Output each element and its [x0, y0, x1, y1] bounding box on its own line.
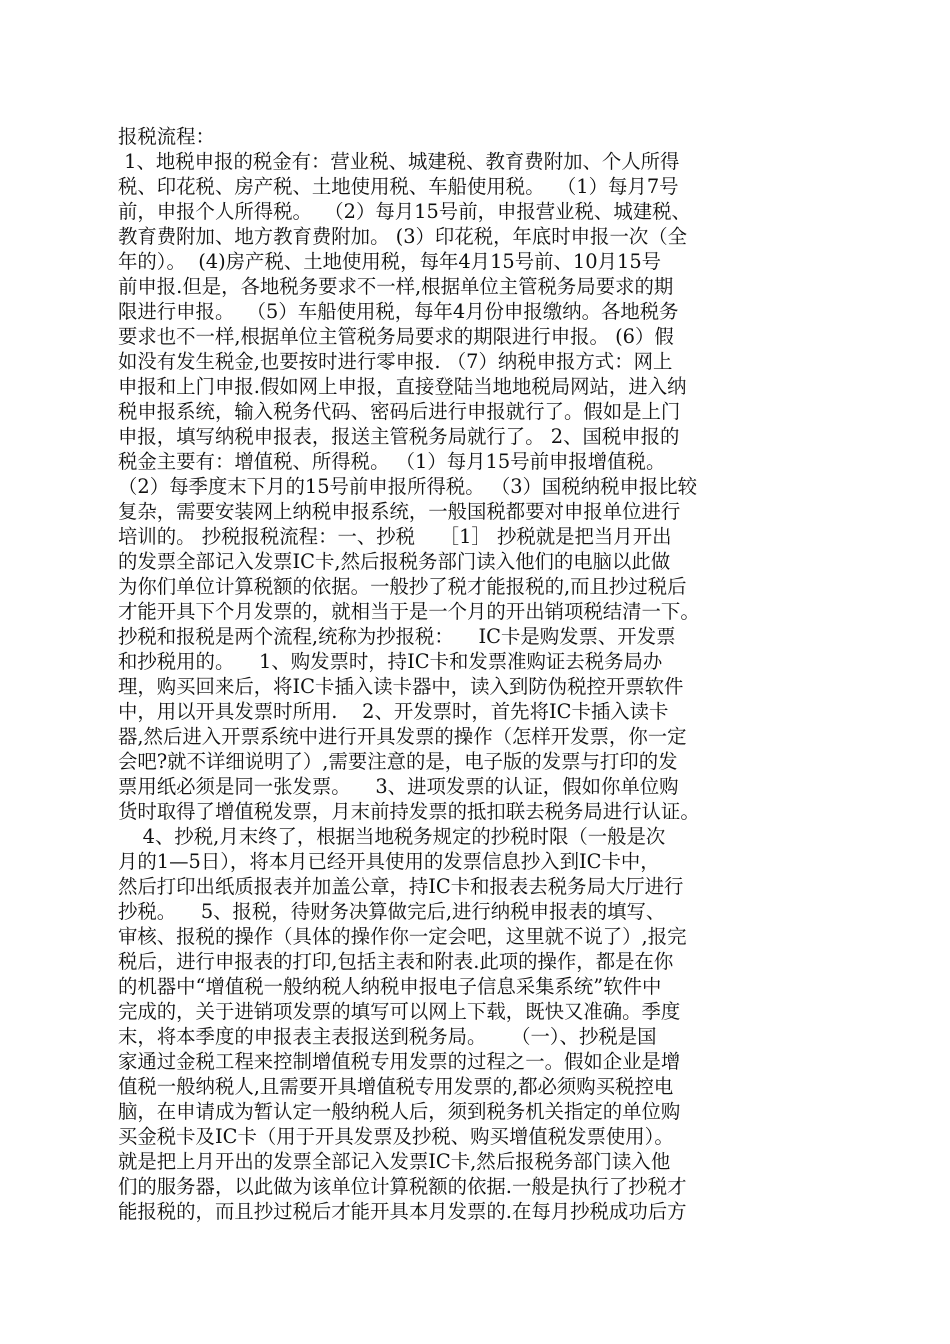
- text-line: 然后打印出纸质报表并加盖公章，持IC卡和报表去税务局大厅进行: [118, 875, 684, 898]
- text-line: 完成的，关于进销项发票的填写可以网上下载，既快又准确。季度: [118, 1000, 681, 1023]
- text-line: 税申报系统，输入税务代码、密码后进行申报就行了。假如是上门: [118, 400, 681, 423]
- text-line: 申报和上门申报.假如网上申报，直接登陆当地地税局网站，进入纳: [118, 375, 687, 398]
- text-line: 前申报.但是，各地税务要求不一样,根据单位主管税务局要求的期: [118, 275, 674, 298]
- text-line: 中，用以开具发票时所用. 2、开发票时，首先将IC卡插入读卡: [118, 700, 669, 723]
- text-line: 税、印花税、房产税、土地使用税、车船使用税。 （1）每月7号: [118, 175, 679, 198]
- text-line: 税金主要有：增值税、所得税。 （1）每月15号前申报增值税。: [118, 450, 666, 473]
- text-line: 申报，填写纳税申报表，报送主管税务局就行了。 2、国税申报的: [118, 425, 680, 448]
- text-line: 脑，在申请成为暂认定一般纳税人后，须到税务机关指定的单位购: [118, 1100, 681, 1123]
- text-line: 才能开具下个月发票的，就相当于是一个月的开出销项税结清一下。: [118, 600, 700, 623]
- text-line: 年的）。 (4)房产税、土地使用税，每年4月15号前、10月15号: [118, 250, 662, 273]
- text-line: 教育费附加、地方教育费附加。 (3）印花税，年底时申报一次（全: [118, 225, 688, 248]
- text-line: 理，购买回来后，将IC卡插入读卡器中，读入到防伪税控开票软件: [118, 675, 684, 698]
- text-line: 会吧?就不详细说明了）,需要注意的是，电子版的发票与打印的发: [118, 750, 678, 773]
- text-line: 如没有发生税金,也要按时进行零申报. （7）纳税申报方式：网上: [118, 350, 673, 373]
- text-line: 培训的。 抄税报税流程：一、抄税 ［1］ 抄税就是把当月开出: [118, 525, 672, 548]
- text-line: 家通过金税工程来控制增值税专用发票的过程之一。假如企业是增: [118, 1050, 681, 1073]
- document-title: 报税流程：: [118, 125, 215, 148]
- text-line: 抄税和报税是两个流程,统称为抄报税： IC卡是购发票、开发票: [118, 625, 676, 648]
- text-line: 月的1—5日），将本月已经开具使用的发票信息抄入到IC卡中，: [118, 850, 660, 873]
- text-line: 买金税卡及IC卡（用于开具发票及抄税、购买增值税发票使用）。: [118, 1125, 674, 1148]
- text-line: 审核、报税的操作（具体的操作你一定会吧，这里就不说了）,报完: [118, 925, 687, 948]
- text-line: 抄税。 5、报税，待财务决算做完后,进行纳税申报表的填写、: [118, 900, 666, 923]
- text-line: 值税一般纳税人,且需要开具增值税专用发票的,都必须购买税控电: [118, 1075, 674, 1098]
- text-line: 货时取得了增值税发票，月末前持发票的抵扣联去税务局进行认证。: [118, 800, 700, 823]
- text-line: （2）每季度末下月的15号前申报所得税。 （3）国税纳税申报比较: [118, 475, 698, 498]
- text-line: 末，将本季度的申报表主表报送到税务局。 （一）、抄税是国: [118, 1025, 657, 1048]
- text-line: 票用纸必须是同一张发票。 3、进项发票的认证，假如你单位购: [118, 775, 679, 798]
- text-line: 限进行申报。 （5）车船使用税，每年4月份申报缴纳。各地税务: [118, 300, 679, 323]
- text-line: 复杂，需要安装网上纳税申报系统，一般国税都要对申报单位进行: [118, 500, 681, 523]
- text-line: 前，申报个人所得税。 （2）每月15号前，申报营业税、城建税、: [118, 200, 691, 223]
- text-line: 的发票全部记入发票IC卡,然后报税务部门读入他们的电脑以此做: [118, 550, 671, 573]
- text-line: 的机器中“增值税一般纳税人纳税申报电子信息采集系统”软件中: [118, 975, 662, 998]
- text-line: 能报税的，而且抄过税后才能开具本月发票的.在每月抄税成功后方: [118, 1200, 687, 1223]
- text-line: 和抄税用的。 1、购发票时，持IC卡和发票准购证去税务局办: [118, 650, 663, 673]
- document-body-text: [118, 124, 810, 1249]
- text-line: 就是把上月开出的发票全部记入发票IC卡,然后报税务部门读入他: [118, 1150, 671, 1173]
- text-line: 器,然后进入开票系统中进行开具发票的操作（怎样开发票，你一定: [118, 725, 687, 748]
- text-line: 税后，进行申报表的打印,包括主表和附表.此项的操作，都是在你: [118, 950, 674, 973]
- text-line: [118, 1224, 810, 1249]
- text-line: 们的服务器，以此做为该单位计算税额的依据.一般是执行了抄税才: [118, 1175, 687, 1198]
- text-line: 要求也不一样,根据单位主管税务局要求的期限进行申报。 (6）假: [118, 325, 674, 348]
- text-line: 1、地税申报的税金有：营业税、城建税、教育费附加、个人所得: [118, 150, 680, 173]
- text-line: 为你们单位计算税额的依据。一般抄了税才能报税的,而且抄过税后: [118, 575, 687, 598]
- text-line: 4、抄税,月末终了，根据当地税务规定的抄税时限（一般是次: [118, 825, 666, 848]
